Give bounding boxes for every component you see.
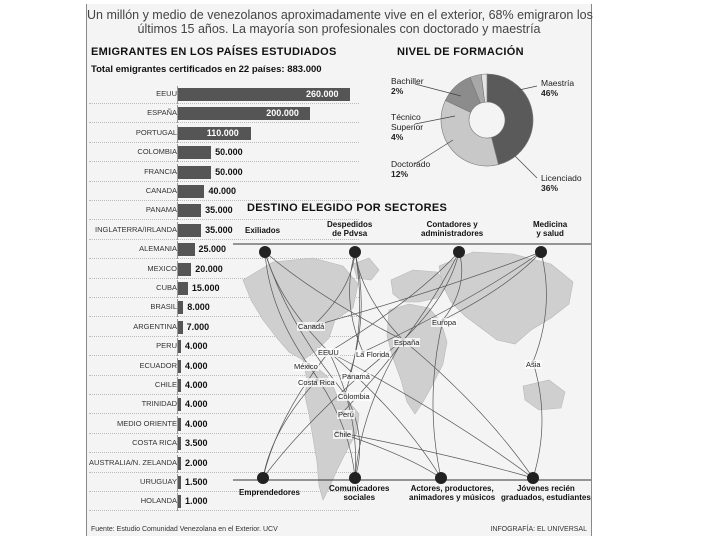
bar-category-label: MEDIO ORIENTE	[116, 418, 177, 428]
bar-value-label: 110.000	[206, 127, 239, 138]
row-rule	[89, 142, 359, 143]
bar-category-label: COLOMBIA	[137, 147, 177, 157]
place-mexico: México	[294, 362, 318, 371]
bar-category-label: ARGENTINA	[133, 321, 177, 331]
donut-label-bachiller: Bachiller 2%	[391, 76, 424, 96]
bar	[178, 457, 181, 470]
donut-label-licenciado: Licenciado 36%	[541, 173, 582, 193]
bar-value-label: 4.000	[185, 360, 208, 371]
bar-category-label: PORTUGAL	[135, 127, 177, 137]
bar	[178, 243, 195, 256]
place-canada: Canadá	[298, 322, 325, 331]
bar-value-label: 4.000	[185, 341, 208, 352]
bar-row	[89, 105, 359, 123]
source-note: Fuente: Estudio Comunidad Venezolana en el Exterior. UCV	[91, 526, 278, 533]
row-rule	[89, 161, 359, 162]
sector-emprendedores: Emprendedores	[239, 488, 300, 497]
bar-value-label: 200.000	[266, 108, 299, 119]
connection-line	[533, 362, 542, 478]
bar	[178, 166, 211, 179]
sector-despedidos-pdvsa: Despedidos de Pdvsa	[327, 220, 373, 238]
place-colombia: Colombia	[338, 392, 370, 401]
sector-node	[527, 472, 539, 484]
bar-category-label: MEXICO	[147, 263, 177, 273]
sector-medicina: Medicina y salud	[533, 220, 568, 238]
bar-chart-subtitle: Total emigrantes certificados en 22 países: 883.000	[91, 64, 322, 75]
bar	[178, 282, 188, 295]
bar-category-label: CHILE	[154, 380, 177, 389]
bar-category-label: INGLATERRA/IRLANDA	[95, 224, 177, 234]
donut-label-doctorado: Doctorado 12%	[391, 159, 431, 179]
bar-value-label: 20.000	[195, 263, 223, 274]
sector-node	[453, 246, 465, 258]
donut-label-maestria: Maestría 46%	[541, 78, 575, 98]
bar	[178, 398, 181, 411]
bar-value-label: 8.000	[187, 302, 210, 313]
sector-contadores: Contadores y administradores	[421, 220, 484, 238]
place-panama: Panamá	[342, 372, 370, 381]
place-costa-rica: Costa Rica	[298, 378, 335, 387]
place-peru: Perú	[338, 410, 354, 419]
bar-category-label: HOLANDA	[140, 496, 177, 506]
bar-value-label: 35.000	[205, 224, 233, 235]
sector-actores: Actores, productores, animadores y músicos	[409, 484, 496, 502]
bar-value-label: 15.000	[191, 283, 220, 293]
bar-value-label: 4.000	[185, 399, 208, 410]
bar	[178, 301, 183, 314]
bar-category-label: COSTA RICA	[132, 438, 177, 448]
credit-note: INFOGRAFÍA: EL UNIVERSAL	[490, 526, 587, 533]
place-asia: Asia	[526, 360, 541, 369]
bar	[178, 321, 183, 334]
bar	[178, 340, 181, 353]
bar-category-label: EEUU	[156, 89, 177, 98]
place-la-florida: La Florida	[356, 350, 390, 359]
bar-value-label: 7.000	[186, 321, 210, 332]
donut-chart-title: NIVEL DE FORMACIÓN	[397, 46, 524, 58]
row-rule	[89, 103, 359, 104]
bar-category-label: ECUADOR	[139, 360, 177, 370]
place-chile: Chile	[334, 430, 352, 439]
row-rule	[89, 122, 359, 123]
place-europa: Europa	[432, 318, 457, 327]
bar	[178, 418, 181, 431]
sector-node	[259, 246, 271, 258]
donut-leader-line	[519, 86, 537, 90]
bar-row	[89, 144, 359, 162]
sector-node	[349, 246, 361, 258]
bar	[178, 146, 211, 159]
headline-line-1: Un millón y medio de venezolanos aproximadamente vive en el exterior, 68% emigraron los	[87, 8, 593, 22]
bar-value-label: 4.000	[185, 418, 208, 429]
infographic	[86, 4, 592, 536]
bar-category-label: AUSTRALIA/N. ZELANDA	[89, 457, 177, 467]
bar-category-label: TRINIDAD	[141, 399, 177, 409]
donut-chart	[369, 60, 591, 200]
bar-row	[89, 86, 359, 104]
bar-category-label: CANADA	[145, 186, 177, 195]
bar	[178, 224, 201, 237]
bar	[178, 495, 181, 508]
map-land	[243, 252, 573, 500]
headline-line-2: últimos 15 años. La mayoría son profesionales con doctorado y maestría	[137, 22, 541, 36]
row-rule	[89, 181, 359, 182]
bar-category-label: BRASIL	[150, 302, 177, 312]
bar-category-label: ESPAÑA	[147, 108, 177, 118]
sector-node	[535, 246, 547, 258]
bar-category-label: PERU	[156, 341, 177, 351]
sector-comunicadores: Comunicadores sociales	[329, 484, 390, 502]
bar-row	[89, 183, 359, 201]
bar-value-label: 4.000	[185, 380, 208, 390]
bar-category-label: ALEMANIA	[139, 244, 177, 254]
sector-jovenes: Jóvenes recién graduados, estudiantes	[501, 484, 591, 502]
bar-value-label: 35.000	[205, 205, 233, 216]
bar	[178, 263, 191, 276]
destinos-map	[233, 200, 591, 525]
bar-value-label: 1.500	[185, 477, 208, 487]
bar-category-label: PANAMA	[145, 205, 177, 215]
bar	[178, 360, 181, 373]
bar	[178, 379, 181, 392]
bar-value-label: 260.000	[306, 89, 339, 99]
bar-category-label: FRANCIA	[144, 166, 177, 176]
bar-chart-title: EMIGRANTES EN LOS PAÍSES ESTUDIADOS	[91, 46, 337, 58]
donut-leader-line	[515, 156, 537, 178]
bar	[178, 185, 204, 198]
bar-category-label: URUGUAY	[140, 477, 177, 486]
destinos-title: DESTINO ELEGIDO POR SECTORES	[247, 202, 448, 214]
bar-value-label: 25.000	[198, 244, 227, 255]
bar-value-label: 1.000	[185, 496, 208, 507]
bar-value-label: 3.500	[185, 438, 208, 449]
bar	[178, 476, 181, 489]
bar-value-label: 50.000	[215, 166, 243, 177]
bar-row	[89, 125, 359, 143]
sector-exiliados: Exiliados	[245, 226, 281, 235]
sector-node	[435, 472, 447, 484]
bar-category-label: CUBA	[156, 283, 177, 292]
bar-row	[89, 164, 359, 182]
bar-value-label: 2.000	[185, 457, 208, 468]
sector-node	[257, 472, 269, 484]
bar	[178, 204, 201, 217]
donut-label-tecnico: Técnico Superior 4%	[391, 112, 424, 142]
bar	[178, 437, 181, 450]
bar-value-label: 40.000	[208, 186, 236, 196]
sector-node	[349, 472, 361, 484]
place-espana: España	[394, 338, 420, 347]
bar-value-label: 50.000	[215, 147, 243, 158]
headline	[87, 8, 591, 36]
place-eeuu: EEUU	[318, 348, 339, 357]
